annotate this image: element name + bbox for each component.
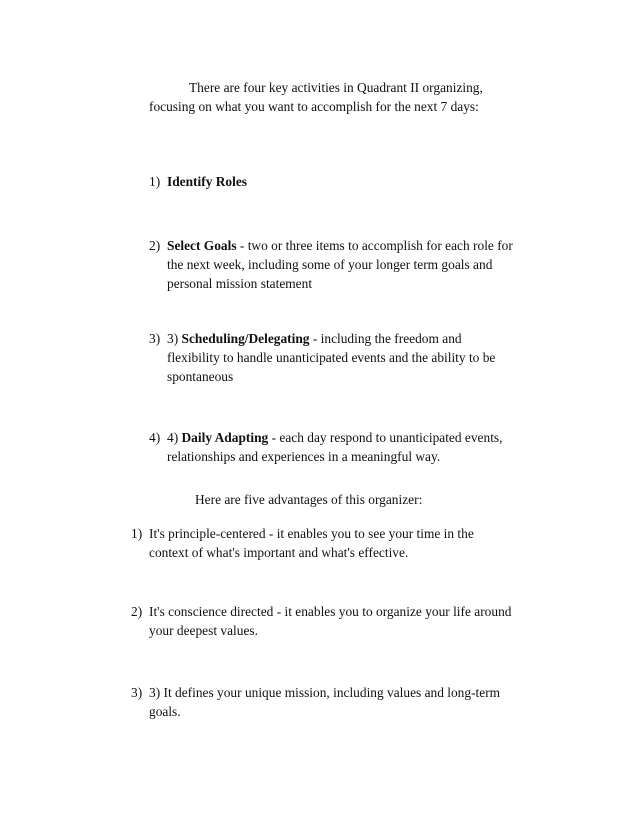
activity-item-4 xyxy=(149,428,515,466)
activity-number: 4) xyxy=(149,430,161,445)
activity-text: Select Goals - two or three items to accomplish for each role for the next week, including some of your longer term goals and personal mission statement xyxy=(167,238,513,291)
advantage-number: 2) xyxy=(131,604,143,619)
activity-number: 1) xyxy=(149,174,161,189)
advantage-number: 3) xyxy=(131,685,143,700)
advantage-item-2 xyxy=(131,602,516,640)
activity-item-3 xyxy=(149,329,515,386)
advantage-item-3 xyxy=(131,683,516,721)
intro-paragraph: There are four key activities in Quadrant II organizing, focusing on what you want to accomplish for the next 7 days: xyxy=(149,80,483,114)
activity-number: 2) xyxy=(149,238,161,253)
activity-text: 3) Scheduling/Delegating - including the freedom and flexibility to handle unanticipated events and the ability to be spontaneous xyxy=(167,331,496,384)
advantages-heading: Here are five advantages of this organizer: xyxy=(195,492,423,507)
advantage-number: 1) xyxy=(131,526,143,541)
activity-text xyxy=(167,172,515,191)
activity-number: 3) xyxy=(149,331,161,346)
activity-title: Scheduling/Delegating xyxy=(181,331,310,346)
advantage-text: It's conscience directed - it enables you to organize your life around your deepest values. xyxy=(149,604,512,638)
activity-item-2 xyxy=(149,236,515,293)
activity-title: Select Goals xyxy=(167,238,237,253)
advantage-item-1 xyxy=(131,524,516,562)
activity-item-1 xyxy=(149,172,515,191)
activity-title: Daily Adapting xyxy=(181,430,269,445)
activity-title: Identify Roles xyxy=(167,174,247,189)
advantage-text: It's principle-centered - it enables you to see your time in the context of what's important and what's effective. xyxy=(149,526,474,560)
advantage-text: 3) It defines your unique mission, including values and long-term goals. xyxy=(149,685,501,719)
activity-text: 4) Daily Adapting - each day respond to unanticipated events, relationships and experiences in a meaningful way. xyxy=(167,430,503,464)
